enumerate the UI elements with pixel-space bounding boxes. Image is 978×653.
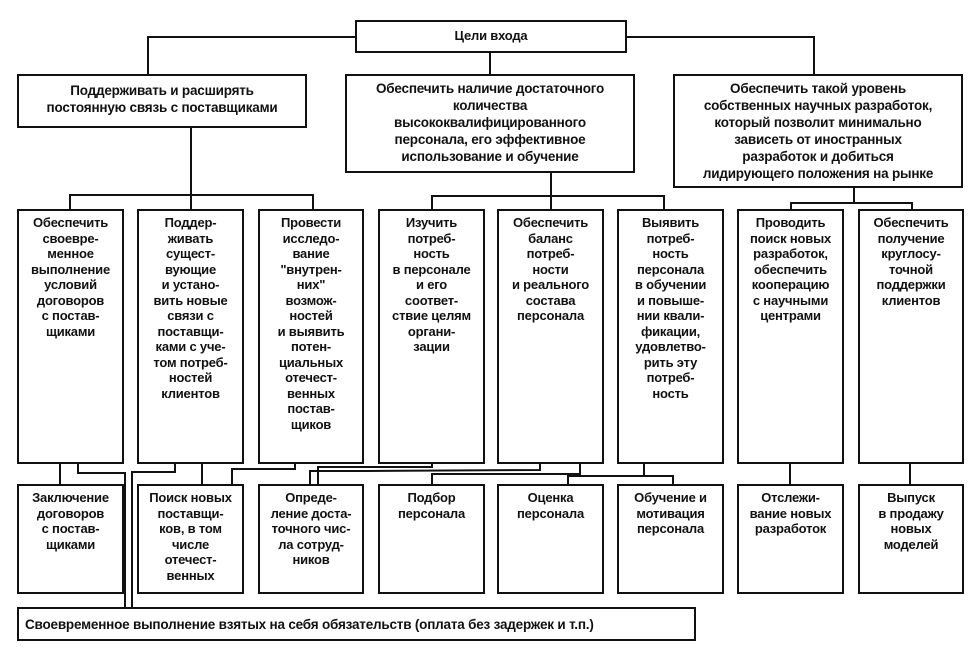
connector <box>148 37 355 74</box>
subgoal-box: Проводить поиск новых разработок, обеспечить кооперацию с научными центрами <box>737 209 844 464</box>
action-box: Подбор персонала <box>378 484 485 594</box>
connector <box>644 476 673 484</box>
action-box: Поиск новых поставщи- ков, в том числе отечест- венных <box>137 484 244 594</box>
subgoal-box: Обеспечить получение круглосу- точной поддержки клиентов <box>858 209 964 464</box>
goal-research: Обеспечить такой уровень собственных научных разработок, который позволит минимально зависеть от иностранных разработок и добиться лидирующего положения на рынке <box>673 74 963 188</box>
obligations-bar: Своевременное выполнение взятых на себя обязательств (оплата без задержек и т.п.) <box>17 607 696 641</box>
connector <box>432 463 580 484</box>
connector <box>627 37 814 74</box>
subgoal-box: Провести исследо- вание "внутрен- них" возмож- ностей и выявить потен- циальных отечест- венных постав- щиков <box>258 209 364 464</box>
action-box: Опреде- ление доста- точного чис- ла сотруд- ников <box>258 484 364 594</box>
connector <box>432 196 664 209</box>
subgoal-box: Выявить потреб- ность персонала в обучении и повыше- нии квали- фикации, удовлетво- рить эту потреб- ность <box>617 209 724 464</box>
action-box: Отслежи- вание новых разработок <box>737 484 844 594</box>
subgoal-box: Обеспечить своевре- менное выполнение условий договоров с постав- щиками <box>17 209 124 464</box>
subgoal-box: Изучить потреб- ность в персонале и его соответ- ствие целям органи- зации <box>378 209 485 464</box>
action-box: Выпуск в продажу новых моделей <box>858 484 964 594</box>
action-box: Обучение и мотивация персонала <box>617 484 724 594</box>
root-goal-title: Цели входа <box>355 20 627 53</box>
connector <box>232 463 295 484</box>
goal-suppliers: Поддерживать и расширять постоянную связь с поставщиками <box>17 74 307 128</box>
action-box: Оценка персонала <box>497 484 604 594</box>
goal-personnel: Обеспечить наличие достаточного количества высококвалифицированного персонала, его эффективное использование и обучение <box>345 74 635 173</box>
subgoal-box: Поддер- живать сущест- вующие и устано- вить новые связи с поставщи- ками с уче- том потреб- ностей клиентов <box>137 209 244 464</box>
connector <box>318 463 432 484</box>
action-box: Заключение договоров с постав- щиками <box>17 484 124 594</box>
subgoal-box: Обеспечить баланс потреб- ности и реального состава персонала <box>497 209 604 464</box>
